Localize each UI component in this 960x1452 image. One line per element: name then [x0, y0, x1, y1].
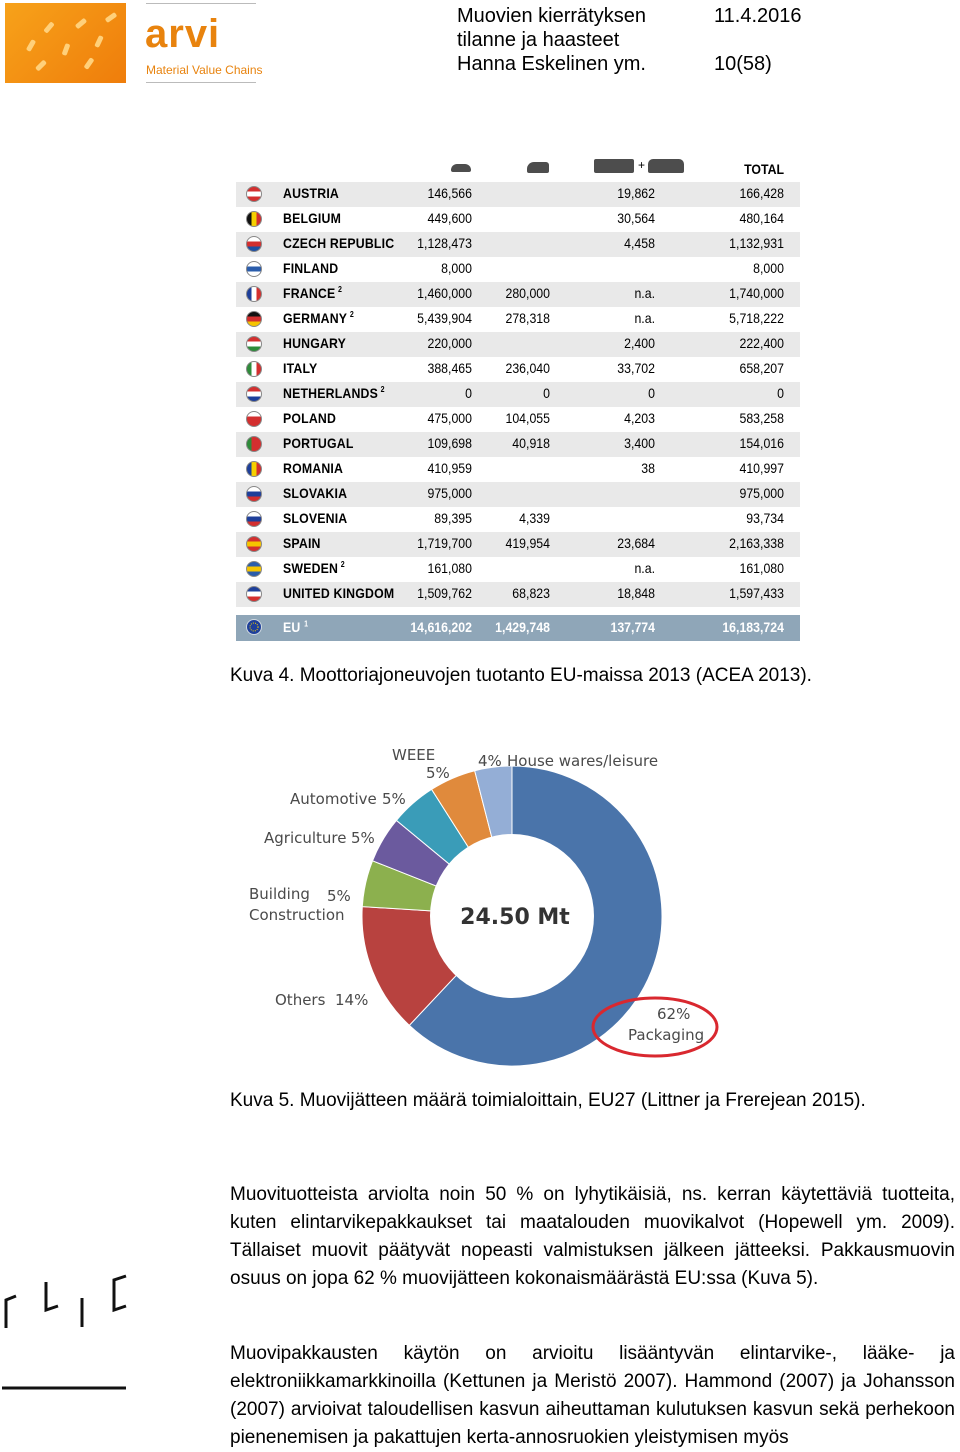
passenger-cars-cell: 1,128,473 [417, 235, 472, 251]
passenger-cars-cell: 220,000 [427, 335, 472, 351]
country-name: NETHERLANDS $^2$ [283, 385, 385, 401]
country-name: ITALY [283, 360, 318, 376]
trucks-buses-cell: 19,862 [617, 185, 655, 201]
table-row [236, 182, 800, 207]
passenger-cars-cell: 388,465 [427, 360, 472, 376]
label-agriculture: Agriculture [264, 829, 347, 847]
total-cell: 222,400 [739, 335, 784, 351]
figure-caption-4: Kuva 4. Moottoriajoneuvojen tuotanto EU-maissa 2013 (ACEA 2013). [230, 665, 812, 686]
country-flag-icon [246, 411, 262, 427]
figure-caption-5: Kuva 5. Muovijätteen määrä toimialoittain, EU27 (Littner ja Frerejean 2015). [230, 1090, 866, 1111]
country-name: CZECH REPUBLIC [283, 235, 395, 251]
country-flag-icon [246, 311, 262, 327]
trucks-buses-cell: 0 [648, 385, 655, 401]
country-flag-icon [246, 536, 262, 552]
country-flag-icon [246, 511, 262, 527]
trucks-buses-cell: n.a. [634, 560, 655, 576]
table-row [236, 507, 800, 532]
doc-title-line2: tilanne ja haasteet [457, 29, 620, 51]
passenger-cars-cell: 89,395 [434, 510, 472, 526]
logo-divider-bottom [146, 82, 256, 83]
country-name: FRANCE $^2$ [283, 285, 343, 301]
label-others: Others [275, 991, 326, 1009]
body-paragraph-1: Muovituotteista arviolta noin 50 % on lyhytikäisiä, ns. kerran käytettäviä tuotteita, kuten elintarvikepakkaukset tai maatalouden muovikalvot (Hopewell ym. 2009). Tällaiset muovit päätyvät nopeasti valmistuksen jälkeen jätteeksi. Pakkausmuovin osuus on jopa 62 % muovijätteen kokonaismäärästä EU:ssa (Kuva 5). [230, 1184, 955, 1289]
label-packaging: Packaging [628, 1026, 705, 1044]
plus-sign: + [638, 158, 646, 172]
doc-date: 11.4.2016 [714, 5, 802, 27]
table-header-row [236, 156, 800, 182]
passenger-cars-cell: 8,000 [441, 260, 472, 276]
table-row [236, 232, 800, 257]
passenger-cars-cell: 1,509,762 [417, 585, 472, 601]
van-icon [527, 162, 549, 173]
country-flag-icon [246, 561, 262, 577]
total-cell: 0 [777, 385, 784, 401]
table-row [236, 557, 800, 582]
doc-title-line1: Muovien kierrätyksen [457, 5, 646, 27]
label-construction: Construction [249, 906, 345, 924]
country-flag-icon [246, 361, 262, 377]
logo-word: arvi [145, 12, 221, 56]
total-cell: 154,016 [739, 435, 784, 451]
label-packaging-pct: 62% [657, 1005, 691, 1023]
table-row [236, 357, 800, 382]
total-cell: 5,718,222 [729, 310, 784, 326]
table-row [236, 282, 800, 307]
arvi-logo-graphic [5, 3, 126, 83]
trucks-buses-cell: 2,400 [624, 335, 655, 351]
trucks-buses-cell: 30,564 [617, 210, 655, 226]
vehicle-production-table [236, 156, 800, 641]
country-name: SPAIN [283, 535, 321, 551]
trucks-buses-cell: 38 [641, 460, 655, 476]
passenger-cars-cell: 146,566 [427, 185, 472, 201]
trucks-buses-cell: n.a. [634, 285, 655, 301]
body-paragraph-2: Muovipakkausten käytön on arvioitu lisääntyvän elintarvike-, lääke- ja elektroniikkamarkkinoilla (Kettunen ja Meristö 2007). Hammond (2007) ja Johansson (2007) arvioivat taloudellisen kasvun aiheuttaman kulutuksen kasvun sekä perhekoon pienenemisen ja pakattujen kerta-annosruokien yleistymisen myös [230, 1343, 955, 1448]
country-name: ROMANIA [283, 460, 344, 476]
total-cell: 8,000 [753, 260, 784, 276]
light-commercial-cell: 419,954 [505, 535, 550, 551]
light-commercial-cell: 0 [543, 385, 550, 401]
country-name: UNITED KINGDOM [283, 585, 395, 601]
label-automotive-pct: 5% [382, 790, 406, 808]
country-name: SWEDEN $^2$ [283, 560, 345, 576]
country-name: POLAND [283, 410, 337, 426]
bus-icon [648, 159, 684, 173]
label-house-pct: 4% [478, 752, 502, 770]
passenger-cars-cell: 475,000 [427, 410, 472, 426]
trucks-buses-cell: 4,458 [624, 235, 655, 251]
country-flag-icon [246, 211, 262, 227]
total-cell: 93,734 [746, 510, 784, 526]
table-row [236, 432, 800, 457]
passenger-cars-cell: 449,600 [427, 210, 472, 226]
passenger-cars-cell: 975,000 [427, 485, 472, 501]
eu-cars: 14,616,202 [410, 619, 472, 635]
total-cell: 166,428 [739, 185, 784, 201]
light-commercial-cell: 104,055 [505, 410, 550, 426]
label-agriculture-pct: 5% [351, 829, 375, 847]
eu-flag-icon [246, 619, 262, 635]
label-building-pct: 5% [327, 887, 351, 905]
light-commercial-cell: 68,823 [512, 585, 550, 601]
table-row [236, 207, 800, 232]
country-flag-icon [246, 461, 262, 477]
country-flag-icon [246, 586, 262, 602]
country-flag-icon [246, 486, 262, 502]
table-row [236, 407, 800, 432]
eu-hcv-bus: 137,774 [610, 619, 655, 635]
trucks-buses-cell: 3,400 [624, 435, 655, 451]
country-name: HUNGARY [283, 335, 347, 351]
total-header: TOTAL [744, 161, 784, 177]
country-flag-icon [246, 236, 262, 252]
trucks-buses-cell: n.a. [634, 310, 655, 326]
trucks-buses-cell: 23,684 [617, 535, 655, 551]
country-flag-icon [246, 386, 262, 402]
country-flag-icon [246, 261, 262, 277]
country-flag-icon [246, 186, 262, 202]
eu-label: EU $^1$ [283, 619, 309, 635]
table-row [236, 332, 800, 357]
passenger-cars-cell: 1,460,000 [417, 285, 472, 301]
trucks-buses-cell: 4,203 [624, 410, 655, 426]
country-name: SLOVENIA [283, 510, 348, 526]
label-weee: WEEE [392, 746, 436, 764]
label-weee-pct: 5% [426, 764, 450, 782]
clic-logo [2, 1270, 132, 1400]
table-row [236, 457, 800, 482]
country-name: GERMANY $^2$ [283, 310, 354, 326]
country-name: SLOVAKIA [283, 485, 348, 501]
table-row [236, 382, 800, 407]
table-row [236, 532, 800, 557]
table-row [236, 257, 800, 282]
passenger-cars-cell: 109,698 [427, 435, 472, 451]
center-total-label: 24.50 Mt [460, 905, 570, 930]
light-commercial-cell: 236,040 [505, 360, 550, 376]
total-cell: 410,997 [739, 460, 784, 476]
trucks-buses-cell: 33,702 [617, 360, 655, 376]
total-cell: 583,258 [739, 410, 784, 426]
label-house: House wares/leisure [507, 752, 659, 770]
page-number: 10(58) [714, 53, 772, 75]
light-commercial-cell: 280,000 [505, 285, 550, 301]
light-commercial-cell: 40,918 [512, 435, 550, 451]
table-row [236, 482, 800, 507]
passenger-cars-cell: 0 [465, 385, 472, 401]
table-row [236, 307, 800, 332]
country-name: BELGIUM [283, 210, 342, 226]
table-row [236, 582, 800, 607]
total-cell: 1,597,433 [729, 585, 784, 601]
eu-lcv: 1,429,748 [495, 619, 550, 635]
passenger-cars-cell: 410,959 [427, 460, 472, 476]
total-cell: 480,164 [739, 210, 784, 226]
trucks-buses-cell: 18,848 [617, 585, 655, 601]
logo-subtitle: Material Value Chains [146, 63, 263, 77]
label-building: Building [249, 885, 310, 903]
label-automotive: Automotive [290, 790, 377, 808]
passenger-cars-cell: 161,080 [427, 560, 472, 576]
truck-icon [594, 159, 634, 173]
car-icon [451, 164, 471, 172]
country-name: FINLAND [283, 260, 339, 276]
total-cell: 658,207 [739, 360, 784, 376]
passenger-cars-cell: 5,439,904 [417, 310, 472, 326]
total-cell: 2,163,338 [729, 535, 784, 551]
country-flag-icon [246, 286, 262, 302]
passenger-cars-cell: 1,719,700 [417, 535, 472, 551]
country-flag-icon [246, 336, 262, 352]
eu-total-row [236, 615, 800, 641]
light-commercial-cell: 4,339 [519, 510, 550, 526]
eu-total: 16,183,724 [722, 619, 784, 635]
total-cell: 1,740,000 [729, 285, 784, 301]
total-cell: 1,132,931 [729, 235, 784, 251]
total-cell: 161,080 [739, 560, 784, 576]
logo-divider-top [146, 3, 256, 4]
light-commercial-cell: 278,318 [505, 310, 550, 326]
country-name: AUSTRIA [283, 185, 339, 201]
country-flag-icon [246, 436, 262, 452]
country-name: PORTUGAL [283, 435, 354, 451]
total-cell: 975,000 [739, 485, 784, 501]
label-others-pct: 14% [335, 991, 369, 1009]
doc-authors: Hanna Eskelinen ym. [457, 53, 646, 75]
